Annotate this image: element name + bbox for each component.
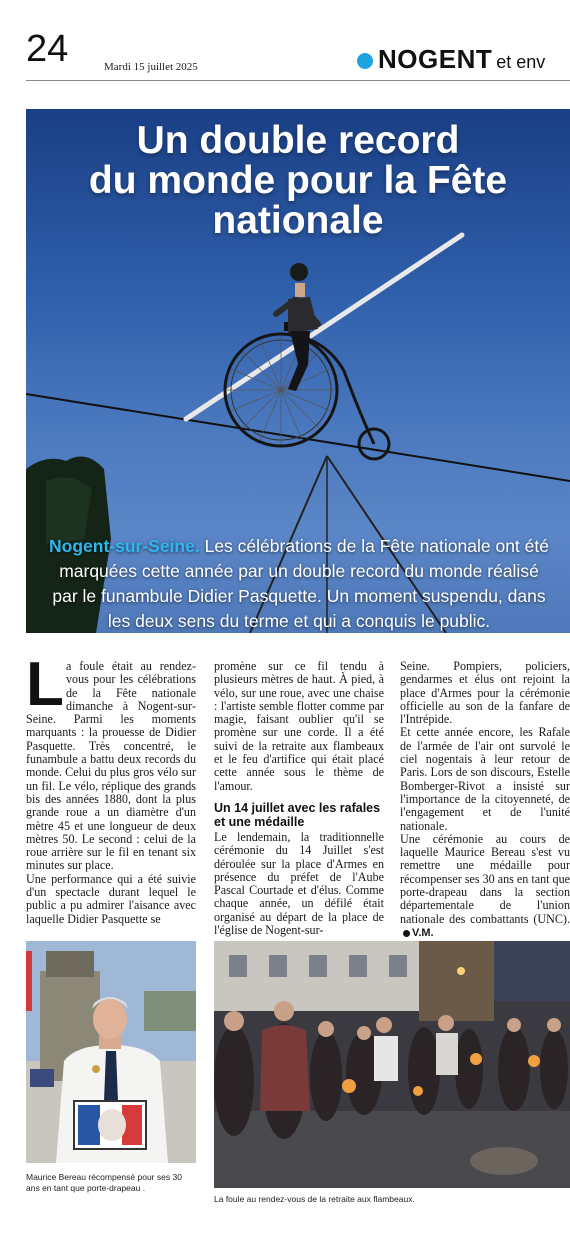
- standfirst-line: marquées cette année par un double record du monde réalisé: [59, 561, 539, 581]
- headline-line: Un double record: [136, 119, 460, 162]
- medal-photo: [26, 941, 196, 1163]
- headline-line: nationale: [212, 199, 384, 242]
- paragraph-text: a foule était au rendez-vous pour les célébrations de la Fête nationale dimanche à Nogent-sur-Seine. Parmi les moments marquants : la prouesse de Didier Pasquette. Très concentré, le funambule a battu deux records du monde. Celui du plus gros vélo sur un fil. Le vélo, réplique des grands bis des années 1880, dont la plus grande roue a un diamètre d'un mètre 45 et une longueur de deux mètres 50. Le second : celui de la roue arrière sur le fil en tenant six minutes sur place.: [26, 659, 196, 873]
- article-subhead: Un 14 juillet avec les rafales et une médaille: [214, 800, 381, 829]
- paragraph: Et cette année encore, les Rafale de l'armée de l'air ont survolé le ciel nogentais à leur retour de Paris. Lors de son discours, Estelle Bomberger-Rivot a insisté sur l'importance de la citoyenneté, de l'engagement et de l'unité nationale.: [400, 725, 570, 833]
- paragraph: promène sur ce fil tendu à plusieurs mètres de haut. À pied, à vélo, sur une roue, avec une chaise : l'artiste semble flotter comme par magie, faisant oublier qu'il se promène sur une corde. Il a été suivi de la retraite aux flambeaux et le feu d'artifice qui était placé cette année sous le thème de l'amour.: [214, 659, 384, 793]
- paragraph: Le lendemain, la traditionnelle cérémonie du 14 Juillet s'est déroulée sur la place d'Armes en présence du préfet de l'Aube Pascal Courtade et d'élus. Comme chaque année, un défilé était organisé au départ de la place de l'église de Nogent-sur-: [214, 829, 384, 938]
- drop-cap: L: [26, 650, 64, 719]
- article-column-3: [400, 660, 570, 940]
- crowd-photo: [214, 941, 570, 1188]
- author-signature: V.M.: [412, 926, 434, 939]
- article-column-1: [26, 650, 196, 926]
- page-number: 24: [26, 28, 69, 70]
- standfirst-line: par le funambule Didier Pasquette. Un moment suspendu, dans: [52, 586, 546, 606]
- photo-caption-medal: Maurice Bereau récompensé pour ses 30 ans en tant que porte-drapeau .: [26, 1172, 182, 1193]
- standfirst-line: les deux sens du terme et qui a conquis le public.: [107, 611, 491, 631]
- section-suffix: et env: [496, 52, 546, 72]
- article-headline: [26, 121, 570, 241]
- section-label: [357, 44, 545, 75]
- article-column-2: [214, 660, 384, 937]
- headline-line: du monde pour la Fête: [88, 159, 508, 202]
- photo-caption-crowd: La foule au rendez-vous de la retraite aux flambeaux.: [214, 1194, 415, 1204]
- header-rule: [26, 80, 570, 81]
- section-name: NOGENT: [378, 44, 493, 74]
- paragraph-text: Une cérémonie au cours de laquelle Maurice Bereau s'est vu remettre une médaille pour récompenser ses 30 ans en tant que porte-drapeau dans la section départementale de l'union nationale des combattants (UNC).: [400, 831, 570, 926]
- standfirst-line: Les célébrations de la Fête nationale ont été: [199, 536, 549, 556]
- article-standfirst: [34, 534, 564, 633]
- medal-recipient-illustration: [26, 941, 196, 1163]
- paragraph: Une performance qui a été suivie d'un spectacle durant lequel le public a pu admirer l'aisance avec laquelle Didier Pasquette se: [26, 871, 196, 926]
- hero-photo: [26, 109, 570, 633]
- section-dot-icon: [357, 53, 373, 69]
- paragraph: Seine. Pompiers, policiers, gendarmes et élus ont rejoint la place d'Armes pour la cérémonie officielle au son de la fanfare de l'Intrépide.: [400, 659, 570, 727]
- signature-dot-icon: [403, 930, 410, 937]
- standfirst-location: Nogent-sur-Seine.: [49, 536, 200, 556]
- paragraph: [26, 650, 196, 873]
- page-header: [0, 0, 570, 84]
- paragraph: [400, 833, 570, 940]
- issue-date: Mardi 15 juillet 2025: [104, 61, 198, 73]
- torchlight-crowd-illustration: [214, 941, 570, 1188]
